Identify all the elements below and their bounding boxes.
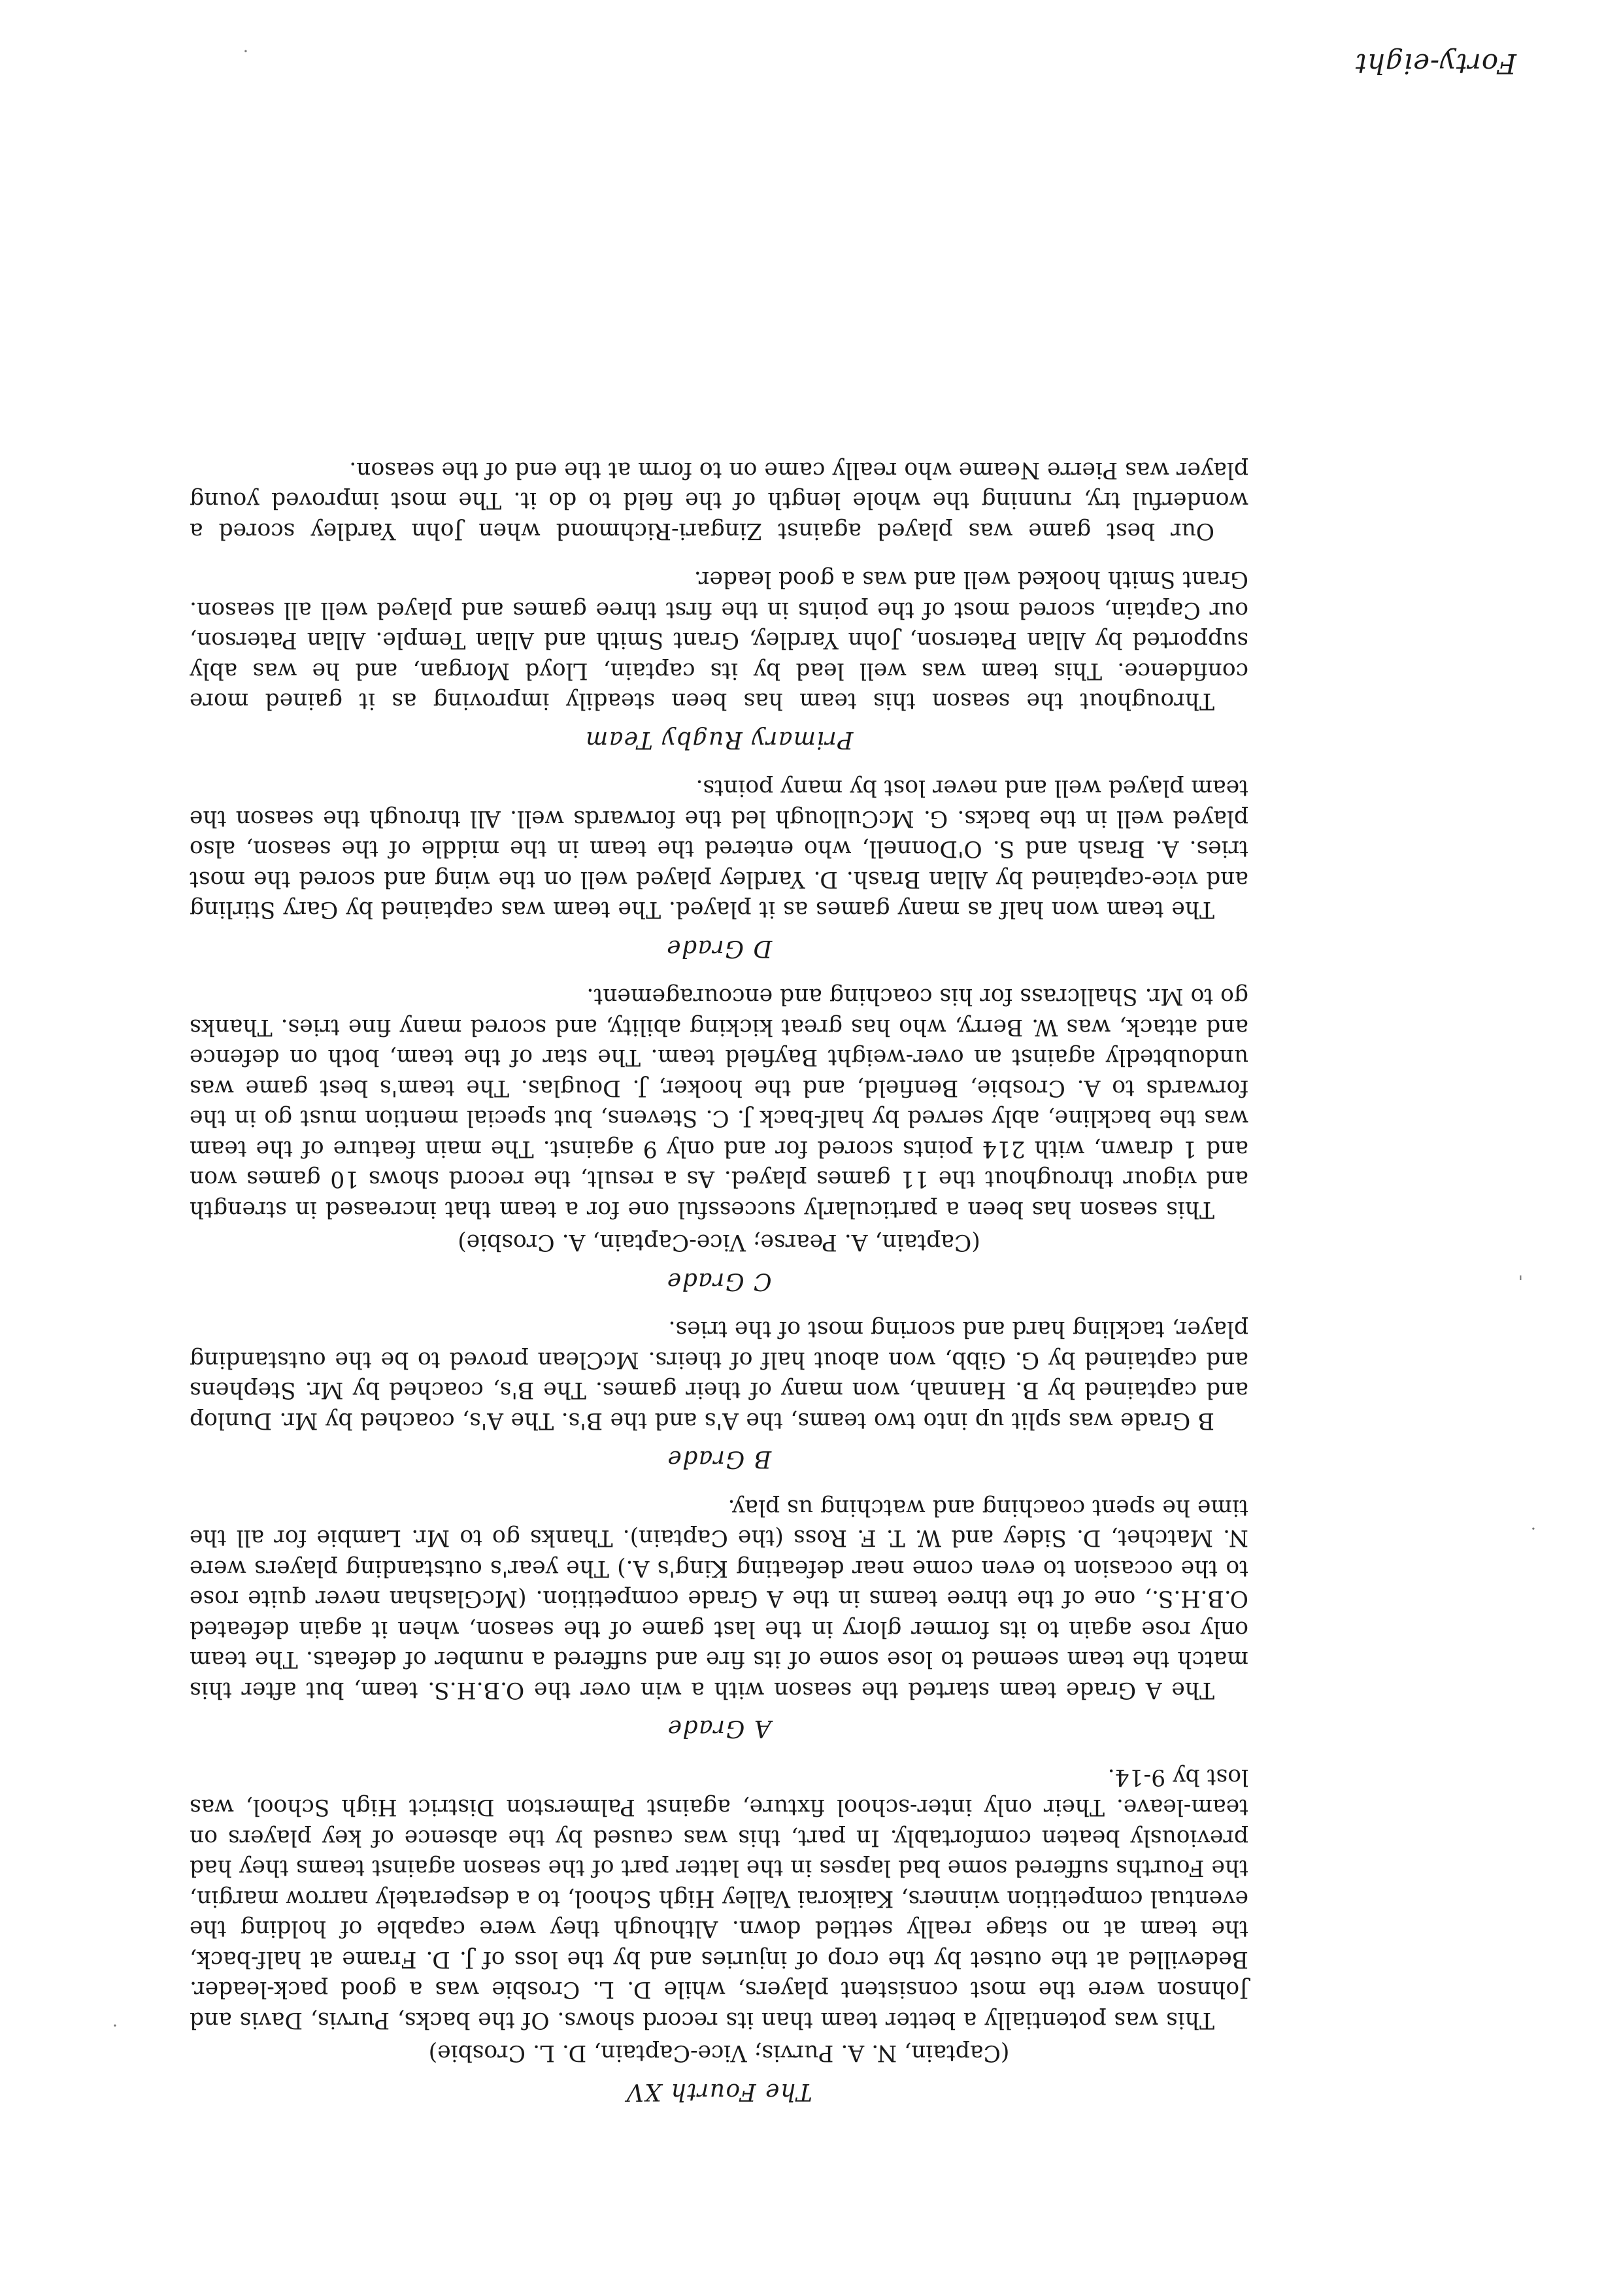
section-subheading: (Captain, A. Pearse; Vice-Captain, A. Crosbie) bbox=[458, 1229, 980, 1256]
section-heading: D Grade bbox=[665, 935, 773, 962]
section-primary-rugby-team bbox=[190, 455, 1248, 755]
section-b-grade bbox=[190, 1314, 1248, 1474]
scan-speck: · bbox=[112, 2015, 118, 2034]
section-a-grade bbox=[190, 1493, 1248, 1744]
paragraph: The team won half as many games as it played. The team was captained by Gary Stirling and vice-captained by Allan Brash. D. Yardley played well on the wing and scored the most tries. A. Brash and S. O'Donnell, who entered the team in the middle of the season, also played well in the backs. G. McCullough led the forwards well. All through the season the team played well and never lost by many points. bbox=[190, 775, 1248, 923]
paragraph: Throughout the season this team has been steadily improving as it gained more confidence. This team was well lead by its captain, Lloyd Morgan, and he was ably supported by Allan Paterson, John Yardley, Grant Smith and Allan Temple. Allan Paterson, our Captain, scored most of the points in the first three games and played well all season. Grant Smith hooked well and was a good leader. bbox=[190, 566, 1248, 715]
page-body bbox=[190, 437, 1248, 2107]
page-number: Forty-eight bbox=[1354, 48, 1516, 80]
section-heading: A Grade bbox=[667, 1715, 771, 1742]
scan-speck: ' bbox=[1518, 1263, 1523, 1283]
section-heading: B Grade bbox=[666, 1445, 772, 1473]
paragraph: Our best game was played against Zingari-Richmond when John Yardley scored a wonderful try, running the whole length of the field to do it. The most improved young player was Pierre Neame who really came on to form at the end of the season. bbox=[190, 457, 1248, 544]
scan-speck: · bbox=[1530, 1518, 1536, 1538]
section-heading: The Fourth XV bbox=[626, 2078, 812, 2105]
section-fourth-xv bbox=[190, 1762, 1248, 2107]
section-subheading: (Captain, N. A. Purvis; Vice-Captain, D. L. Crosbie) bbox=[428, 2040, 1010, 2067]
section-heading: Primary Rugby Team bbox=[584, 726, 854, 753]
paragraph: The A Grade team started the season with a win over the O.B.H.S. team, but after this match the team seemed to lose some of its fire and suffered a number of defeats. The team only rose again to its former glory in the last game of the season, when it again defeated O.B.H.S., one of the three teams in the A Grade competition. (McGlashan never quite rose to the occasion to even come near defeating King's A.) The year's outstanding players were N. Matchet, D. Sidey and W. T. F. Ross (the Captain). Thanks go to Mr. Lambie for all the time he spent coaching and watching us play. bbox=[190, 1494, 1248, 1703]
section-c-grade bbox=[190, 981, 1248, 1296]
paragraph: This season has been a particularly successful one for a team that increased in strength and vigour throughout the 11 games played. As a result, the record shows 10 games won and 1 drawn, with 214 points scored for and only 9 against. The main feature of the team was the backline, ably served by half-back J. C. Stevens, but special mention must go in the forwards to A. Crosbie, Benfield, and the hooker, J. Douglas. The team's best game was undoubtedly against an over-weight Bayfield team. The star of the team, both on defence and attack, was W. Berry, who has great kicking ability, and scored many fine tries. Thanks go to Mr. Shallcrass for his coaching and encouragement. bbox=[190, 983, 1248, 1223]
section-d-grade bbox=[190, 773, 1248, 963]
paragraph: This was potentially a better team than its record shows. Of the backs, Purvis, Davis and Johnson were the most consistent players, while D. L. Crosbie was a good pack-leader. Bedevilled at the outset by the crop of injuries and by the loss of J. D. Frame at half-back, the team at no stage really settled down. Although they were capable of holding the eventual competition winners, Kaikorai Valley High School, to a desperately narrow margin, the Fourths suffered some bad lapses in the latter part of the season against teams they had previously beaten comfortably. In part, this was caused by the absence of key players on team-leave. Their only inter-school fixture, against Palmerston District High School, was lost by 9-14. bbox=[190, 1764, 1248, 2033]
paragraph: B Grade was split up into two teams, the A's and the B's. The A's, coached by Mr. Dunlop and captained by B. Hannah, won many of their games. The B's, coached by Mr. Stephens and captained by G. Gibb, won about half of theirs. McClean proved to be the outstanding player, tackling hard and scoring most of the tries. bbox=[190, 1316, 1248, 1434]
scan-speck: · bbox=[242, 41, 248, 60]
section-heading: C Grade bbox=[666, 1268, 772, 1294]
